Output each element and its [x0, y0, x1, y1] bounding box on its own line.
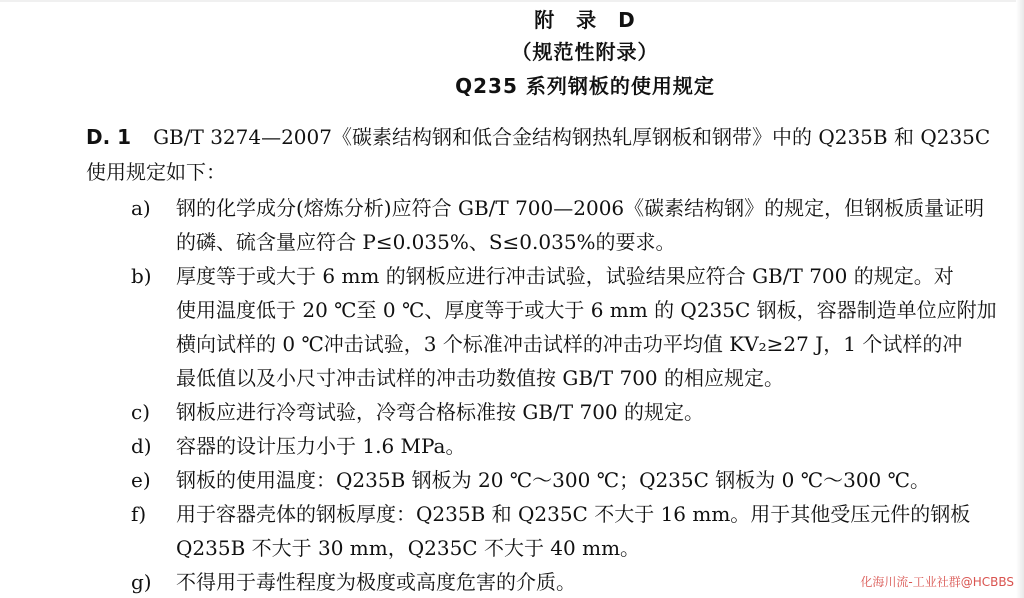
item-b-line2: 使用温度低于 20 ℃至 0 ℃、厚度等于或大于 6 mm 的 Q235C 钢板，容器制造单位应附加	[176, 298, 997, 322]
item-b-line1: 厚度等于或大于 6 mm 的钢板应进行冲击试验，试验结果应符合 GB/T 700 的规定。对	[176, 264, 954, 288]
item-marker-c: c)	[131, 400, 151, 424]
appendix-category: （规范性附录）	[511, 40, 659, 64]
item-a-line1: 钢的化学成分(熔炼分析)应符合 GB/T 700—2006《碳素结构钢》的规定，但钢板质量证明	[176, 196, 985, 220]
item-e-line1: 钢板的使用温度：Q235B 钢板为 20 ℃～300 ℃；Q235C 钢板为 0 ℃～300 ℃。	[176, 468, 931, 492]
item-f-line2: Q235B 不大于 30 mm，Q235C 不大于 40 mm。	[176, 536, 641, 560]
item-a-line2: 的磷、硫含量应符合 P≤0.035%、S≤0.035%的要求。	[176, 230, 676, 254]
item-marker-b: b)	[131, 264, 152, 288]
section-intro-line2: 使用规定如下：	[86, 160, 226, 184]
item-marker-a: a)	[131, 196, 151, 220]
item-f-line1: 用于容器壳体的钢板厚度：Q235B 和 Q235C 不大于 16 mm。用于其他受压元件的钢板	[176, 502, 971, 526]
appendix-title: Q235 系列钢板的使用规定	[455, 74, 715, 98]
item-marker-f: f)	[131, 502, 147, 526]
top-border	[0, 0, 1024, 2]
section-intro-line1	[86, 125, 990, 149]
watermark: 化海川流-工业社群@HCBBS	[860, 575, 1014, 589]
item-g-line1: 不得用于毒性程度为极度或高度危害的介质。	[176, 570, 576, 594]
section-number: D. 1	[86, 125, 132, 149]
page-edge-shadow	[1016, 0, 1024, 598]
item-c-line1: 钢板应进行冷弯试验，冷弯合格标准按 GB/T 700 的规定。	[176, 400, 704, 424]
section-intro-text: GB/T 3274—2007《碳素结构钢和低合金结构钢热轧厚钢板和钢带》中的 Q235B 和 Q235C	[153, 125, 991, 149]
item-marker-d: d)	[131, 434, 152, 458]
item-marker-g: g)	[131, 570, 152, 594]
item-marker-e: e)	[131, 468, 151, 492]
item-d-line1: 容器的设计压力小于 1.6 MPa。	[176, 434, 466, 458]
item-b-line4: 最低值以及小尺寸冲击试样的冲击功数值按 GB/T 700 的相应规定。	[176, 366, 784, 390]
item-b-line3: 横向试样的 0 ℃冲击试验，3 个标准冲击试样的冲击功平均值 KV₂≥27 J，1 个试样的冲	[176, 332, 963, 356]
appendix-heading: 附 录 D	[534, 8, 636, 32]
